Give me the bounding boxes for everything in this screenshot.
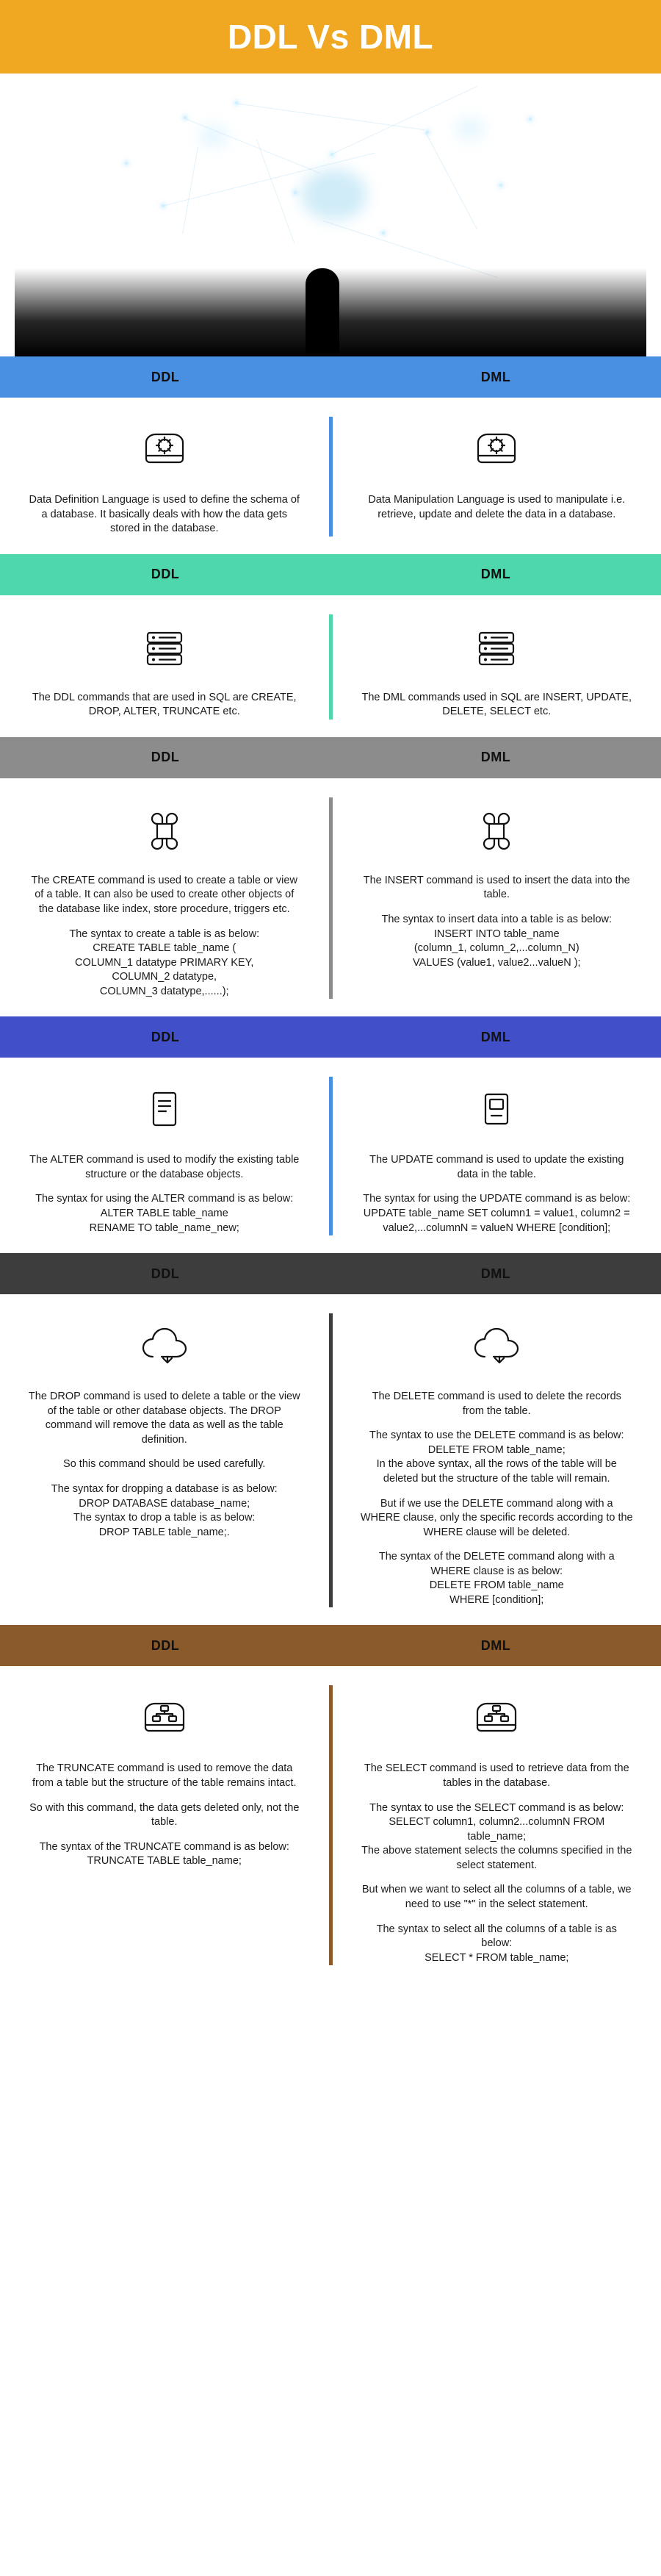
band-label-ddl: DDL [151,1266,180,1281]
band-label-ddl: DDL [151,369,180,384]
hero-silhouette [306,268,339,356]
ddl-paragraph: The ALTER command is used to modify the existing table structure or the database objects. [29,1154,300,1180]
band-truncate-select [0,1625,661,1666]
dml-paragraph: But when we want to select all the columns of a table, we need to use "*" in the select statement. [361,1884,632,1910]
band-definition [0,356,661,398]
hero-glow [301,169,367,220]
ddl-paragraph: The DDL commands that are used in SQL are CREATE, DROP, ALTER, TRUNCATE etc. [32,691,297,718]
hero-node [382,232,385,234]
dml-paragraph: But if we use the DELETE command along with a WHERE clause, only the specific records according to the WHERE clause will be deleted. [360,1497,633,1538]
ddl-paragraph: The syntax to create a table is as below: CREATE TABLE table_name ( COLUMN_1 datatype PRIMARY KEY, COLUMN_2 datatype, COLUMN_3 datatype,......); [69,928,260,997]
dml-paragraph: The INSERT command is used to insert the data into the table. [363,874,630,901]
row-truncate-select [0,1666,661,1983]
hero-line [425,132,477,230]
command-key-icon [361,797,634,865]
ddl-paragraph: So with this command, the data gets deleted only, not the table. [29,1801,300,1829]
row-drop-delete [0,1294,661,1625]
ddl-column-truncate-select [0,1685,329,1965]
dml-paragraph: The syntax for using the UPDATE command is as below: UPDATE table_name SET column1 = value1, column2 = value2,...columnN = valueN WHERE [condition]; [363,1193,631,1234]
hero-node [184,116,187,119]
band-label-ddl: DDL [151,1637,180,1653]
dml-paragraph: The syntax to use the DELETE command is as below: DELETE FROM table_name; In the above syntax, all the rows of the table will be deleted but the structure of the table will remain. [369,1429,624,1485]
ddl-paragraph: Data Definition Language is used to define the schema of a database. It basically deals with how the data gets stored in the database. [29,494,300,535]
database-hierarchy-icon [28,1685,301,1753]
band-label-ddl: DDL [151,1029,180,1044]
row-commands [0,595,661,737]
hero-glow [198,125,228,147]
server-rack-icon [28,614,301,682]
dml-column-truncate-select [333,1685,661,1965]
ddl-column-drop-delete [0,1313,329,1607]
ddl-paragraph: The syntax for using the ALTER command is as below: ALTER TABLE table_name RENAME TO table_name_new; [35,1193,294,1234]
document-screen-icon [28,1077,301,1144]
band-label-ddl: DDL [151,750,180,765]
hero-glow [455,118,485,140]
band-label-ddl: DDL [151,567,180,582]
ddl-paragraph: The syntax of the TRUNCATE command is as below: TRUNCATE TABLE table_name; [39,1840,289,1868]
bottom-spacer [0,1983,661,2012]
hero-node [426,131,429,134]
ddl-column-commands [0,614,329,720]
cloud-upload-icon [361,1313,634,1381]
ddl-column-definition [0,417,329,537]
dml-paragraph: The syntax to use the SELECT command is as below: SELECT column1, column2...columnN FROM table_name; The above statement selects the columns specified in the select statement. [361,1801,632,1871]
hero-line [330,86,477,155]
dml-paragraph: The syntax to insert data into a table is as below: INSERT INTO table_name (column_1, column_2,...column_N) VALUES (value1, value2...valueN ); [381,913,613,969]
dml-paragraph: The DELETE command is used to delete the records from the table. [372,1391,621,1417]
hero-image [15,73,646,356]
database-hierarchy-icon [361,1685,634,1753]
hero-node [330,153,333,156]
server-rack-icon [361,614,634,682]
dml-paragraph: The DML commands used in SQL are INSERT, UPDATE, DELETE, SELECT etc. [361,691,632,718]
dml-paragraph: The SELECT command is used to retrieve data from the tables in the database. [364,1762,629,1789]
ddl-paragraph: The syntax for dropping a database is as below: DROP DATABASE database_name; The syntax to drop a table is as below: DROP TABLE table_name;. [51,1482,278,1538]
band-label-dml: DML [480,1637,511,1653]
dml-paragraph: The syntax of the DELETE command along with a WHERE clause is as below: DELETE FROM table_name WHERE [condition]; [378,1551,615,1606]
dml-column-definition [333,417,661,537]
comparison-sections [0,356,661,1983]
dml-column-alter-update [333,1077,661,1235]
row-create-insert [0,778,661,1017]
row-alter-update [0,1058,661,1253]
hero-node [529,118,532,121]
band-label-dml: DML [480,1029,511,1044]
band-commands [0,554,661,595]
command-key-icon [28,797,301,865]
cloud-upload-icon [28,1313,301,1381]
band-create-insert [0,737,661,778]
dml-paragraph: Data Manipulation Language is used to manipulate i.e. retrieve, update and delete the data in a database. [368,494,626,520]
band-alter-update [0,1016,661,1058]
ddl-column-alter-update [0,1077,329,1235]
ddl-paragraph: The TRUNCATE command is used to remove the data from a table but the structure of the table remains intact. [32,1762,297,1789]
dml-column-commands [333,614,661,720]
row-definition [0,398,661,554]
hero-node [294,191,297,194]
ddl-column-create-insert [0,797,329,1000]
ddl-paragraph: The CREATE command is used to create a table or view of a table. It can also be used to create other objects of the database like index, store procedure, triggers etc. [31,874,297,915]
hero-line [235,103,425,130]
database-gear-icon [361,417,634,484]
band-label-dml: DML [480,369,511,384]
band-drop-delete [0,1253,661,1294]
band-label-dml: DML [480,567,511,582]
ddl-paragraph: So this command should be used carefully. [63,1458,266,1471]
dml-column-create-insert [333,797,661,1000]
database-gear-icon [28,417,301,484]
hero-node [162,204,165,207]
hero-node [235,101,238,104]
page-title-bar [0,0,661,73]
monitor-icon [361,1077,634,1144]
hero-node [125,162,128,165]
hero-node [499,184,502,187]
dml-paragraph: The syntax to select all the columns of a table is as below: SELECT * FROM table_name; [376,1923,617,1964]
ddl-paragraph: The DROP command is used to delete a table or the view of the table or other database objects. The DROP command will remove the data as well as the table definition. [28,1391,300,1446]
band-label-dml: DML [480,1266,511,1281]
page-title: DDL Vs DML [227,18,434,56]
dml-paragraph: The UPDATE command is used to update the existing data in the table. [369,1154,624,1180]
dml-column-drop-delete [333,1313,661,1607]
band-label-dml: DML [480,750,511,765]
hero-line [184,118,320,173]
hero-line [182,147,198,234]
